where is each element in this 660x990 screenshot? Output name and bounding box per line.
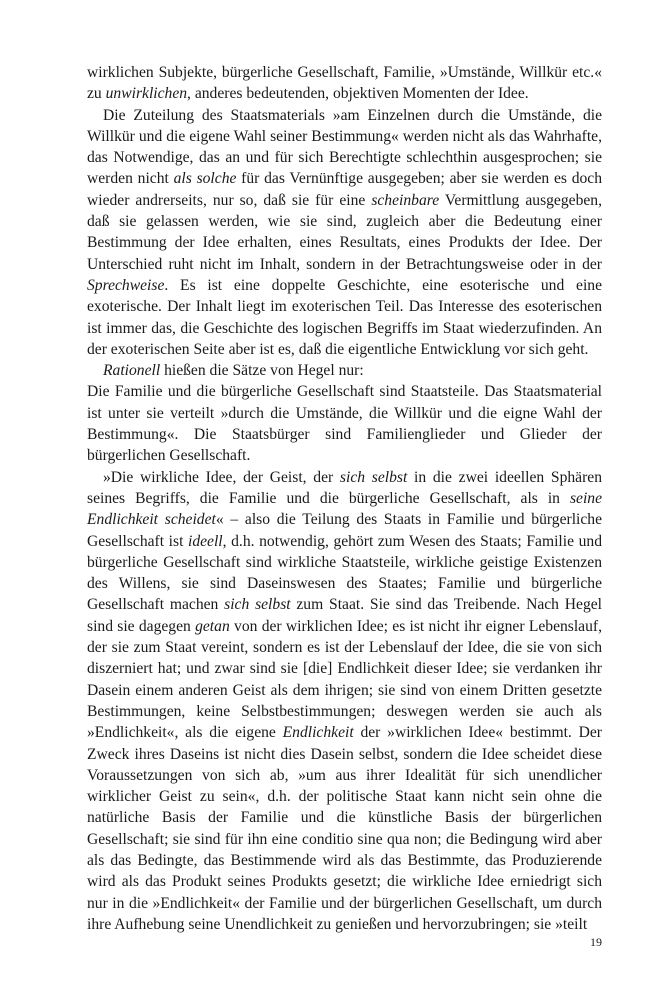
italic-text: seine Endlichkeit scheidet [87, 489, 602, 529]
italic-text: sich selbst [339, 468, 408, 486]
text-run: , d.h. notwendig, gehört zum Wesen des Staats; Familie und bürgerliche Gesellschaft sind wirkliche Staatsteile, wirkliche geistige Existenzen des Willens, sie sind Daseinswesen des Staates; Familie und bürgerliche Gesellschaft machen [87, 532, 602, 614]
text-run: Die Familie und die bürgerliche Gesellschaft sind Staatsteile. Das Staatsmaterial ist unter sie verteilt »durch die Umstände, die Willkür und die eigne Wahl der Bestimmung«. Die Staatsbürger sind Familienglieder und Glieder der bürgerlichen Gesellschaft. [87, 383, 602, 465]
text-run: Die Zuteilung des Staatsmaterials »am Einzelnen durch die Umstände, die Willkür und die eigene Wahl seiner Bestimmung« werden nicht als das Wahrhafte, das Notwendige, das an und für sich Berechtigte schlechthin ausgesprochen; sie werden nicht [87, 106, 602, 188]
italic-text: Endlichkeit [282, 724, 354, 742]
page-body [87, 62, 602, 935]
text-run: hießen die Sätze von Hegel nur: [160, 362, 364, 380]
paragraph-continuation [87, 62, 602, 105]
text-run: Vermittlung ausgegeben, daß sie gelassen werden, wie sie sind, zugleich aber die Bedeutung einer Bestimmung der Idee erhalten, eines Resultats, eines Produkts der Idee. Der Unterschied ruht nicht im Inhalt, sondern in der Betrachtungsweise oder in der [87, 191, 602, 273]
paragraph-familie [87, 381, 602, 466]
page-number: 19 [590, 935, 602, 949]
text-run: , anderes bedeutenden, objektiven Momenten der Idee. [187, 85, 529, 103]
paragraph-rationell [87, 360, 602, 381]
italic-text: als solche [173, 170, 237, 188]
text-run: in die zwei ideellen Sphären seines Begriffs, die Familie und die bürgerliche Gesellschaft, als in [87, 468, 602, 507]
text-run: »Die wirkliche Idee, der Geist, der [103, 468, 340, 486]
italic-text: unwirklichen [105, 85, 188, 103]
text-run: der »wirklichen Idee« bestimmt. Der Zweck ihres Daseins ist nicht dies Dasein selbst, sondern die Idee scheidet diese Voraussetzungen von sich ab, »um aus ihrer Idealität für sich unendlicher wirklicher Geist zu sein«, d.h. der politische Staat kann nicht sein ohne die natürliche Basis der Familie und die künstliche Basis der bürgerlichen Gesellschaft; sie sind für ihn eine conditio sine qua non; die Bedingung wird aber als das Bedingte, das Bestimmende wird als das Bestimmte, das Produzierende wird als das Produkt seines Produkts gesetzt; die wirkliche Idee erniedrigt sich nur in die »Endlichkeit« der Familie und der bürgerlichen Gesellschaft, um durch ihre Aufhebung seine Unendlichkeit zu genießen und hervorzubringen; sie »teilt [87, 724, 602, 933]
italic-text: Rationell [103, 362, 161, 380]
italic-text: sich selbst [224, 596, 291, 614]
text-run: zum Staat. Sie sind das Treibende. Nach Hegel sind sie dagegen [87, 596, 602, 635]
text-run: « – also die Teilung des Staats in Familie und bürgerliche Gesellschaft ist [87, 511, 603, 550]
italic-text: ideell [188, 532, 223, 550]
text-run: . Es ist eine doppelte Geschichte, eine esoterische und eine exoterische. Der Inhalt liegt im exoterischen Teil. Das Interesse des esoterischen ist immer das, die Geschichte des logischen Begriffs im Staat wiederzufinden. An der exoterischen Seite aber ist es, daß die eigentliche Entwicklung vor sich geht. [87, 276, 602, 358]
text-run: für das Vernünftige ausgegeben; aber sie werden es doch wieder andrerseits, nur so, daß sie für eine [87, 170, 603, 209]
italic-text: scheinbare [371, 191, 440, 209]
paragraph-zuteilung [87, 105, 602, 361]
text-run: von der wirklichen Idee; es ist nicht ihr eigner Lebenslauf, der sie zum Staat vereint, sondern es ist der Lebenslauf der Idee, die sie von sich diszerniert hat; und zwar sind sie [die] Endlichkeit dieser Idee; sie verdanken ihr Dasein einem anderen Geist als dem ihrigen; sie sind von einem Dritten gesetzte Bestimmungen, keine Selbstbestimmungen; deswegen werden sie auch als »Endlichkeit«, als die eigene [87, 617, 602, 742]
italic-text: getan [195, 617, 230, 635]
paragraph-wirkliche-idee [87, 467, 602, 936]
text-run: wirklichen Subjekte, bürgerliche Gesellschaft, Familie, »Umstände, Willkür etc.« zu [87, 64, 602, 103]
italic-text: Sprechweise [87, 276, 165, 294]
